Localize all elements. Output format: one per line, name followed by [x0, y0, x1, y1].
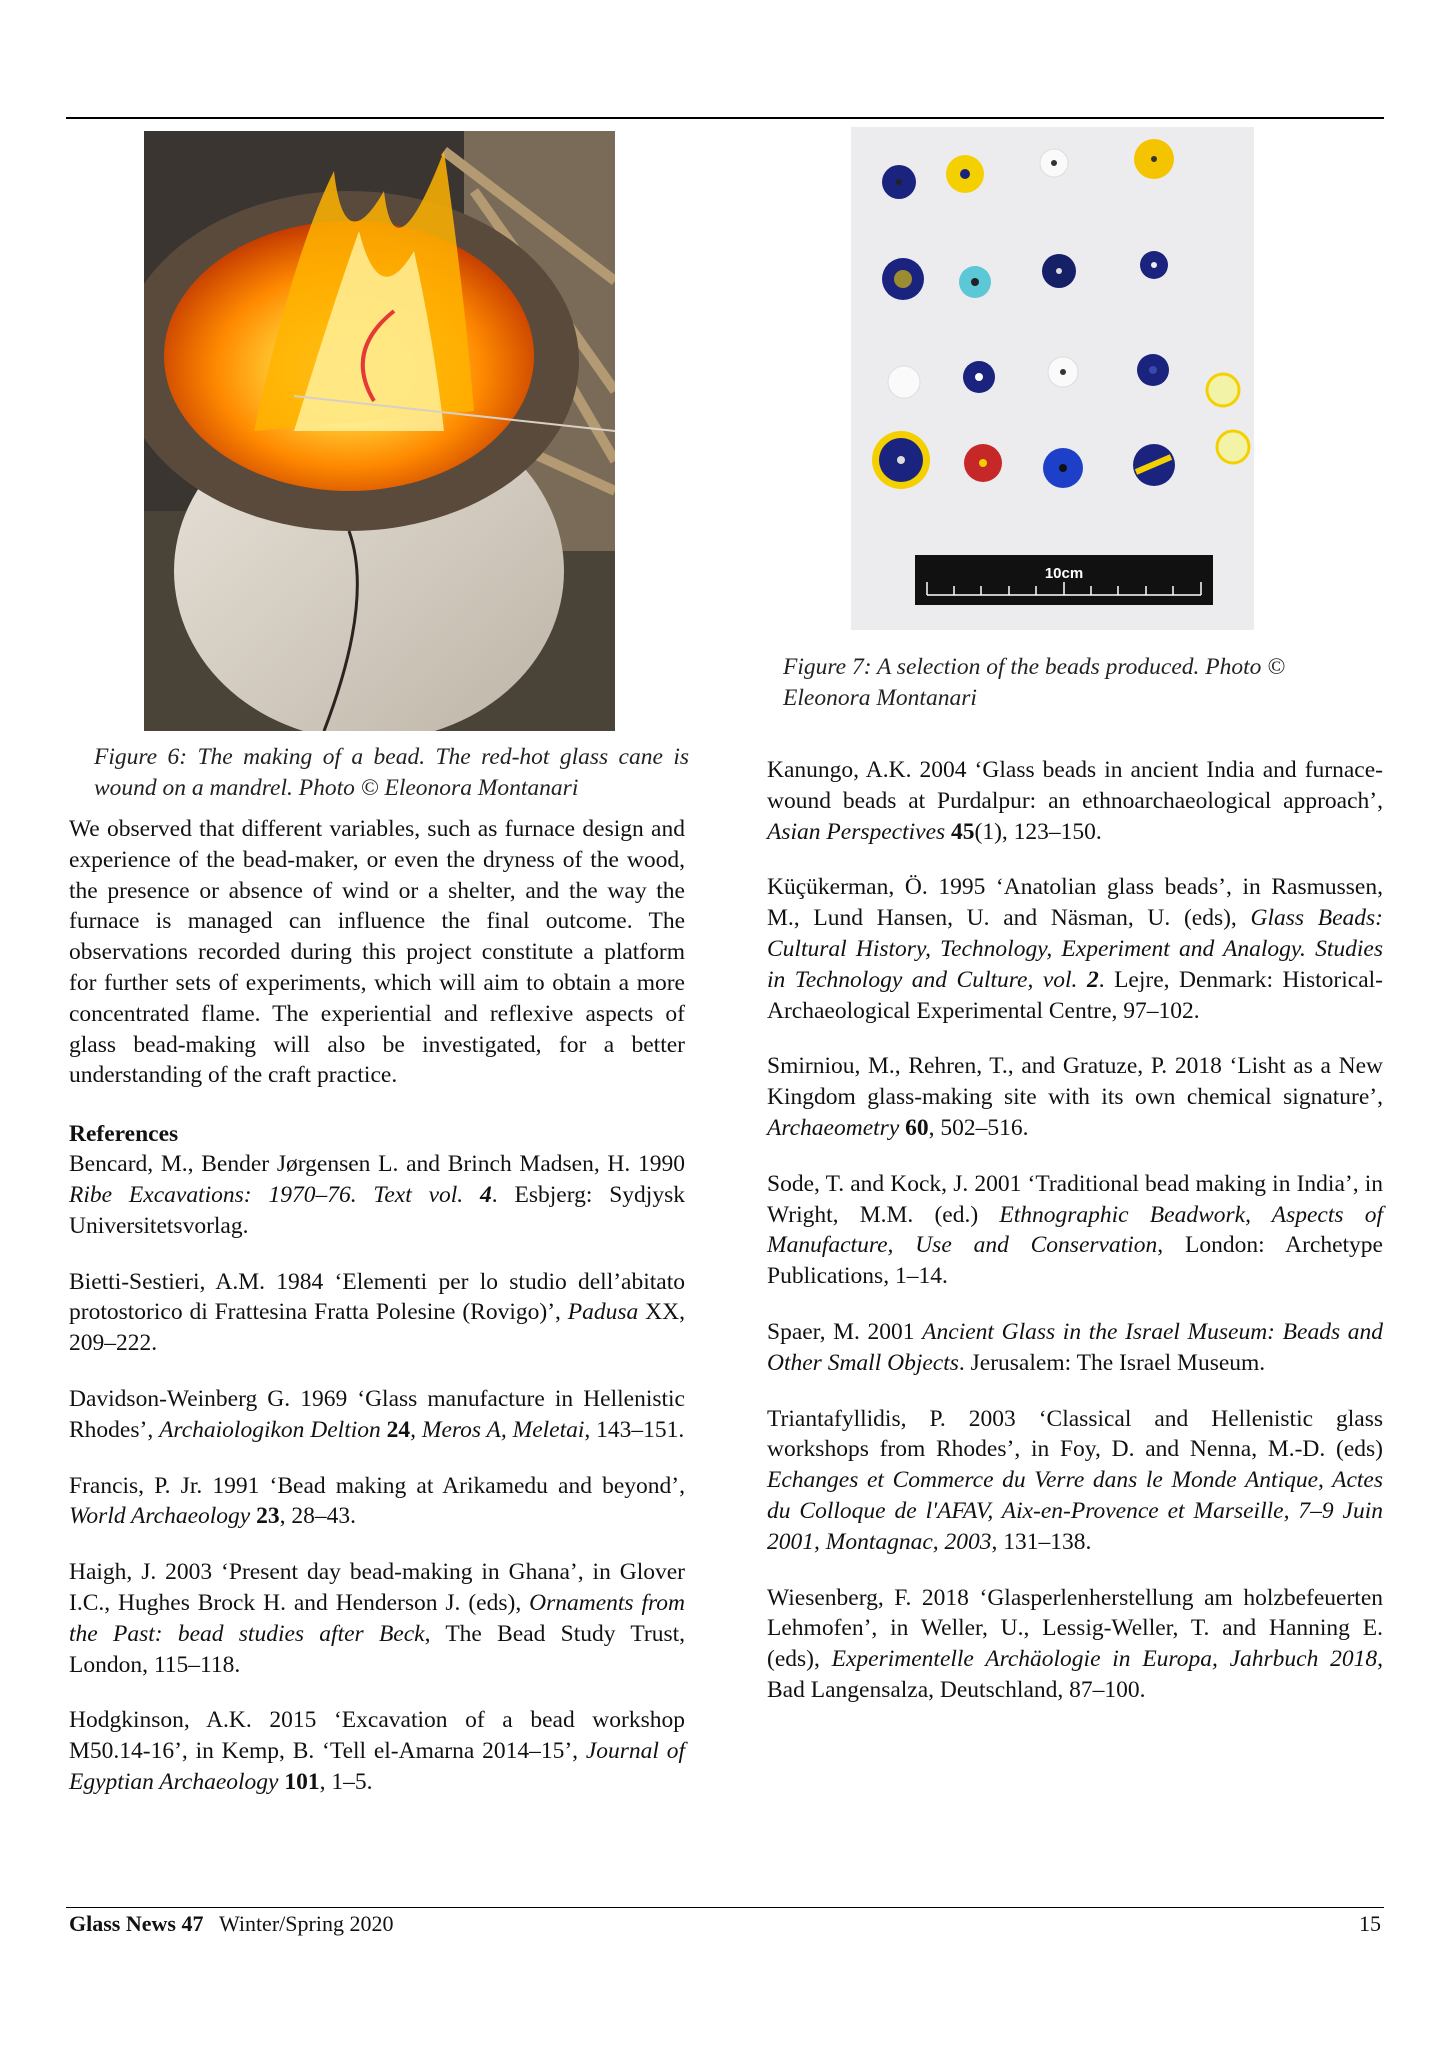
ref-title: Ornaments from the Past: bead studies after Beck: [69, 1589, 685, 1647]
reference-bietti-sestieri: [69, 1267, 685, 1359]
ref-title: World Archaeology: [69, 1503, 251, 1530]
ref-text: Smirniou, M., Rehren, T., and Gratuze, P. 2018 ‘Lisht as a New Kingdom glass-making site with its own chemical signature’,: [767, 1053, 1383, 1111]
ref-title: Journal of Egyptian Archaeology: [69, 1738, 685, 1795]
reference-smirniou: [767, 1051, 1383, 1143]
ref-text: Wiesenberg, F. 2018 ‘Glasperlenherstellung am holzbefeuerten Lehmofen’, in Weller, U., Lessig-Weller, T. and Hanning E. (eds),: [767, 1584, 1383, 1673]
figure-6-caption: Figure 6: The making of a bead. The red-hot glass cane is wound on a mandrel. Photo © Eleonora Montanari: [94, 744, 689, 801]
ref-volume: 4: [480, 1181, 492, 1208]
ref-text: . Esbjerg: Sydjysk Universitetsvorlag.: [69, 1181, 685, 1239]
reference-sode: [767, 1169, 1383, 1292]
ref-text: Kanungo, A.K. 2004 ‘Glass beads in ancient India and furnace-wound beads at Purdalpur: an ethnoarchaeological approach’,: [767, 757, 1383, 814]
reference-kanungo: [767, 755, 1383, 847]
left-column: [69, 742, 689, 1798]
scale-bar-label: 10cm: [1044, 565, 1084, 582]
ref-title: Ancient Glass in the Israel Museum: Beads and Other Small Objects: [767, 1318, 1383, 1376]
header-rule: [66, 117, 1384, 119]
ref-title: Glass Beads: Cultural History, Technology, Experiment and Analogy. Studies in Technology and Culture, vol.: [767, 905, 1383, 993]
page-footer: [69, 1910, 1381, 1938]
right-column: [767, 755, 1383, 1706]
ref-volume: 24: [380, 1416, 411, 1443]
ref-title: , Meros A, Meletai: [410, 1416, 585, 1443]
ref-title: Echanges et Commerce du Verre dans le Monde Antique, Actes du Colloque de l'AFAV, Aix-en-Provence et Marseille, 7–9 Juin 2001, Montagnac, 2003: [767, 1467, 1383, 1555]
ref-text: , 28–43.: [279, 1503, 356, 1530]
ref-text: , London: Archetype Publications, 1–14.: [767, 1232, 1383, 1290]
reference-bencard: [69, 1149, 685, 1241]
ref-title: Archaeometry: [767, 1114, 900, 1141]
reference-triantafyllidis: [767, 1404, 1383, 1558]
ref-title: Padusa: [567, 1299, 639, 1326]
ref-volume: 2: [1086, 966, 1099, 993]
footer-rule: [66, 1907, 1384, 1908]
ref-text: (1), 123–150.: [974, 818, 1102, 845]
ref-title: Asian Perspectives: [767, 818, 946, 845]
ref-text: Bietti-Sestieri, A.M. 1984 ‘Elementi per lo studio dell’abitato protostorico di Frattesina Fratta Polesine (Rovigo)’,: [69, 1268, 685, 1326]
ref-text: XX, 209–222.: [69, 1299, 685, 1357]
figure-7-photo: [851, 127, 1254, 630]
references-heading: References: [69, 1121, 179, 1148]
reference-davidson-weinberg: [69, 1384, 685, 1446]
ref-text: Hodgkinson, A.K. 2015 ‘Excavation of a bead workshop M50.14-16’, in Kemp, B. ‘Tell el-Amarna 2014–15’,: [69, 1707, 685, 1765]
ref-title: Experimentelle Archäologie in Europa, Jahrbuch 2018: [831, 1646, 1378, 1673]
ref-volume: 23: [250, 1503, 280, 1530]
ref-title: Ethnographic Beadwork, Aspects of Manufacture, Use and Conservation: [767, 1201, 1383, 1259]
ref-volume: 60: [899, 1114, 929, 1141]
ref-volume: 101: [278, 1768, 320, 1795]
footer-season: Winter/Spring 2020: [218, 1911, 394, 1936]
ref-text: , 502–516.: [928, 1114, 1029, 1141]
footer-issue: Glass News 47: [69, 1911, 204, 1936]
body-paragraph: We observed that different variables, such as furnace design and experience of the bead-maker, or even the dryness of the wood, the presence or absence of wind or a shelter, and the way the furnace is managed can influence the final outcome. The observations recorded during this project constitute a platform for further sets of experiments, which will aim to obtain a more concentrated flame. The experiential and reflexive aspects of glass bead-making will also be investigated, for a better understanding of the craft practice.: [69, 816, 685, 1089]
ref-text: . Jerusalem: The Israel Museum.: [958, 1349, 1266, 1376]
reference-haigh: [69, 1557, 685, 1680]
reference-spaer: [767, 1317, 1383, 1379]
ref-text: Spaer, M. 2001: [767, 1318, 923, 1345]
ref-volume: 45: [945, 818, 975, 845]
ref-title: Ribe Excavations: 1970–76. Text vol.: [69, 1181, 481, 1208]
reference-francis: [69, 1471, 685, 1533]
ref-text: , 1–5.: [319, 1768, 373, 1795]
figure-7-caption: Figure 7: A selection of the beads produced. Photo © Eleonora Montanari: [783, 654, 1286, 711]
ref-text: Bencard, M., Bender Jørgensen L. and Brinch Madsen, H. 1990: [69, 1151, 685, 1178]
ref-text: Francis, P. Jr. 1991 ‘Bead making at Arikamedu and beyond’,: [69, 1472, 685, 1499]
ref-text: Davidson-Weinberg G. 1969 ‘Glass manufacture in Hellenistic Rhodes’,: [69, 1385, 685, 1443]
figure-6-photo: [144, 131, 615, 731]
ref-text: , 131–138.: [991, 1528, 1092, 1555]
ref-text: Küçükerman, Ö. 1995 ‘Anatolian glass beads’, in Rasmussen, M., Lund Hansen, U. and Näsman, U. (eds),: [767, 874, 1383, 932]
page-number: 15: [1359, 1911, 1381, 1936]
ref-text: . Lejre, Denmark: Historical-Archaeological Experimental Centre, 97–102.: [767, 966, 1383, 1024]
ref-title: Archaiologikon Deltion: [159, 1416, 381, 1443]
reference-kucukerman: [767, 872, 1383, 1026]
ref-text: , The Bead Study Trust, London, 115–118.: [69, 1620, 685, 1678]
ref-text: , Bad Langensalza, Deutschland, 87–100.: [767, 1646, 1383, 1703]
ref-text: , 143–151.: [584, 1416, 685, 1443]
ref-text: Sode, T. and Kock, J. 2001 ‘Traditional bead making in India’, in Wright, M.M. (ed.): [767, 1170, 1383, 1228]
ref-text: Haigh, J. 2003 ‘Present day bead-making in Ghana’, in Glover I.C., Hughes Brock H. and Henderson J. (eds),: [69, 1559, 685, 1616]
reference-wiesenberg: [767, 1583, 1383, 1706]
ref-text: Triantafyllidis, P. 2003 ‘Classical and Hellenistic glass workshops from Rhodes’, in Foy, D. and Nenna, M.-D. (eds): [767, 1405, 1383, 1463]
reference-hodgkinson: [69, 1705, 685, 1797]
